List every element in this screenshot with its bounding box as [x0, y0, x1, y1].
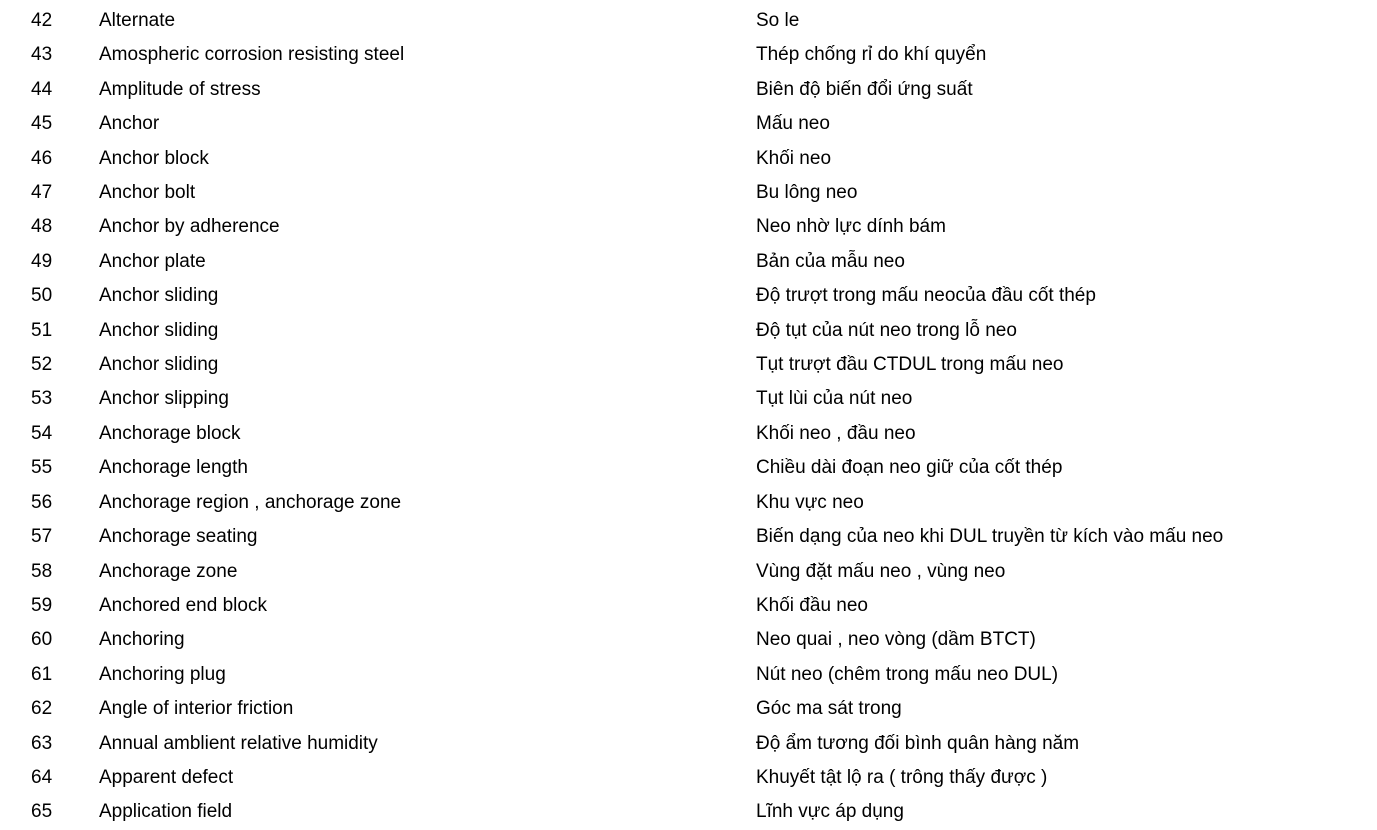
- table-row: [0, 38, 1377, 72]
- term-vietnamese: Khuyết tật lộ ra ( trông thấy được ): [756, 766, 1048, 788]
- table-row: [0, 520, 1377, 554]
- table-row: [0, 314, 1377, 348]
- row-number: 55: [31, 457, 53, 479]
- term-english: Anchor plate: [99, 250, 206, 272]
- term-english: Annual amblient relative humidity: [99, 732, 378, 754]
- row-number: 59: [31, 594, 53, 616]
- term-vietnamese: Nút neo (chêm trong mấu neo DUL): [756, 663, 1059, 685]
- term-vietnamese: Bản của mẫu neo: [756, 250, 905, 272]
- term-vietnamese: Tụt lùi của nút neo: [756, 388, 913, 410]
- table-row: [0, 658, 1377, 692]
- row-number: 44: [31, 78, 53, 100]
- term-english: Anchor block: [99, 147, 209, 169]
- table-row: [0, 417, 1377, 451]
- row-number: 48: [31, 216, 53, 238]
- term-vietnamese: Biên độ biến đổi ứng suất: [756, 78, 973, 100]
- term-english: Anchor sliding: [99, 285, 219, 307]
- term-english: Anchorage length: [99, 457, 248, 479]
- term-english: Anchor sliding: [99, 354, 219, 376]
- row-number: 65: [31, 801, 53, 823]
- table-row: [0, 4, 1377, 38]
- table-row: [0, 727, 1377, 761]
- term-vietnamese: Thép chống rỉ do khí quyển: [756, 44, 987, 66]
- table-row: [0, 73, 1377, 107]
- row-number: 45: [31, 113, 53, 135]
- term-english: Anchorage zone: [99, 560, 238, 582]
- glossary-table: [0, 4, 1377, 830]
- table-row: [0, 692, 1377, 726]
- row-number: 53: [31, 388, 53, 410]
- term-vietnamese: Độ tụt của nút neo trong lỗ neo: [756, 319, 1017, 341]
- table-row: [0, 245, 1377, 279]
- term-vietnamese: Bu lông neo: [756, 182, 858, 204]
- row-number: 51: [31, 319, 53, 341]
- row-number: 57: [31, 526, 53, 548]
- table-row: [0, 555, 1377, 589]
- term-vietnamese: Biến dạng của neo khi DUL truyền từ kích vào mấu neo: [756, 526, 1224, 548]
- row-number: 60: [31, 629, 53, 651]
- term-english: Anchoring plug: [99, 663, 226, 685]
- row-number: 47: [31, 182, 53, 204]
- row-number: 61: [31, 663, 53, 685]
- table-row: [0, 348, 1377, 382]
- row-number: 52: [31, 354, 53, 376]
- term-english: Anchoring: [99, 629, 185, 651]
- table-row: [0, 589, 1377, 623]
- row-number: 58: [31, 560, 53, 582]
- table-row: [0, 142, 1377, 176]
- row-number: 62: [31, 698, 53, 720]
- term-english: Amospheric corrosion resisting steel: [99, 44, 405, 66]
- table-row: [0, 761, 1377, 795]
- table-row: [0, 382, 1377, 416]
- term-vietnamese: Neo nhờ lực dính bám: [756, 216, 946, 238]
- term-english: Anchored end block: [99, 594, 267, 616]
- term-vietnamese: Khu vực neo: [756, 491, 864, 513]
- term-vietnamese: Độ trượt trong mấu neocủa đầu cốt thép: [756, 285, 1096, 307]
- table-row: [0, 176, 1377, 210]
- row-number: 64: [31, 766, 53, 788]
- term-vietnamese: Neo quai , neo vòng (dầm BTCT): [756, 629, 1036, 651]
- row-number: 50: [31, 285, 53, 307]
- term-english: Anchorage region , anchorage zone: [99, 491, 402, 513]
- term-english: Anchor: [99, 113, 160, 135]
- table-row: [0, 210, 1377, 244]
- row-number: 43: [31, 44, 53, 66]
- term-vietnamese: Lĩnh vực áp dụng: [756, 801, 904, 823]
- row-number: 49: [31, 250, 53, 272]
- term-vietnamese: Mấu neo: [756, 113, 830, 135]
- row-number: 56: [31, 491, 53, 513]
- term-english: Anchor bolt: [99, 182, 196, 204]
- term-vietnamese: Độ ẩm tương đối bình quân hàng năm: [756, 732, 1080, 754]
- term-english: Anchorage seating: [99, 526, 258, 548]
- term-vietnamese: Vùng đặt mấu neo , vùng neo: [756, 560, 1006, 582]
- term-vietnamese: Khối neo , đầu neo: [756, 422, 916, 444]
- term-english: Angle of interior friction: [99, 698, 294, 720]
- term-english: Application field: [99, 801, 233, 823]
- term-english: Anchor by adherence: [99, 216, 280, 238]
- term-vietnamese: Tụt trượt đầu CTDUL trong mấu neo: [756, 354, 1064, 376]
- row-number: 46: [31, 147, 53, 169]
- table-row: [0, 107, 1377, 141]
- term-vietnamese: Chiều dài đoạn neo giữ của cốt thép: [756, 457, 1063, 479]
- term-vietnamese: So le: [756, 10, 800, 31]
- term-english: Amplitude of stress: [99, 78, 261, 100]
- table-row: [0, 451, 1377, 485]
- term-english: Anchorage block: [99, 422, 241, 444]
- table-row: [0, 795, 1377, 829]
- term-vietnamese: Khối đầu neo: [756, 594, 868, 616]
- row-number: 42: [31, 10, 53, 31]
- table-row: [0, 623, 1377, 657]
- term-english: Alternate: [99, 10, 176, 31]
- row-number: 54: [31, 422, 53, 444]
- term-vietnamese: Góc ma sát trong: [756, 698, 902, 720]
- table-row: [0, 279, 1377, 313]
- table-row: [0, 486, 1377, 520]
- term-english: Anchor sliding: [99, 319, 219, 341]
- row-number: 63: [31, 732, 53, 754]
- term-english: Anchor slipping: [99, 388, 229, 410]
- term-english: Apparent defect: [99, 766, 234, 788]
- term-vietnamese: Khối neo: [756, 147, 832, 169]
